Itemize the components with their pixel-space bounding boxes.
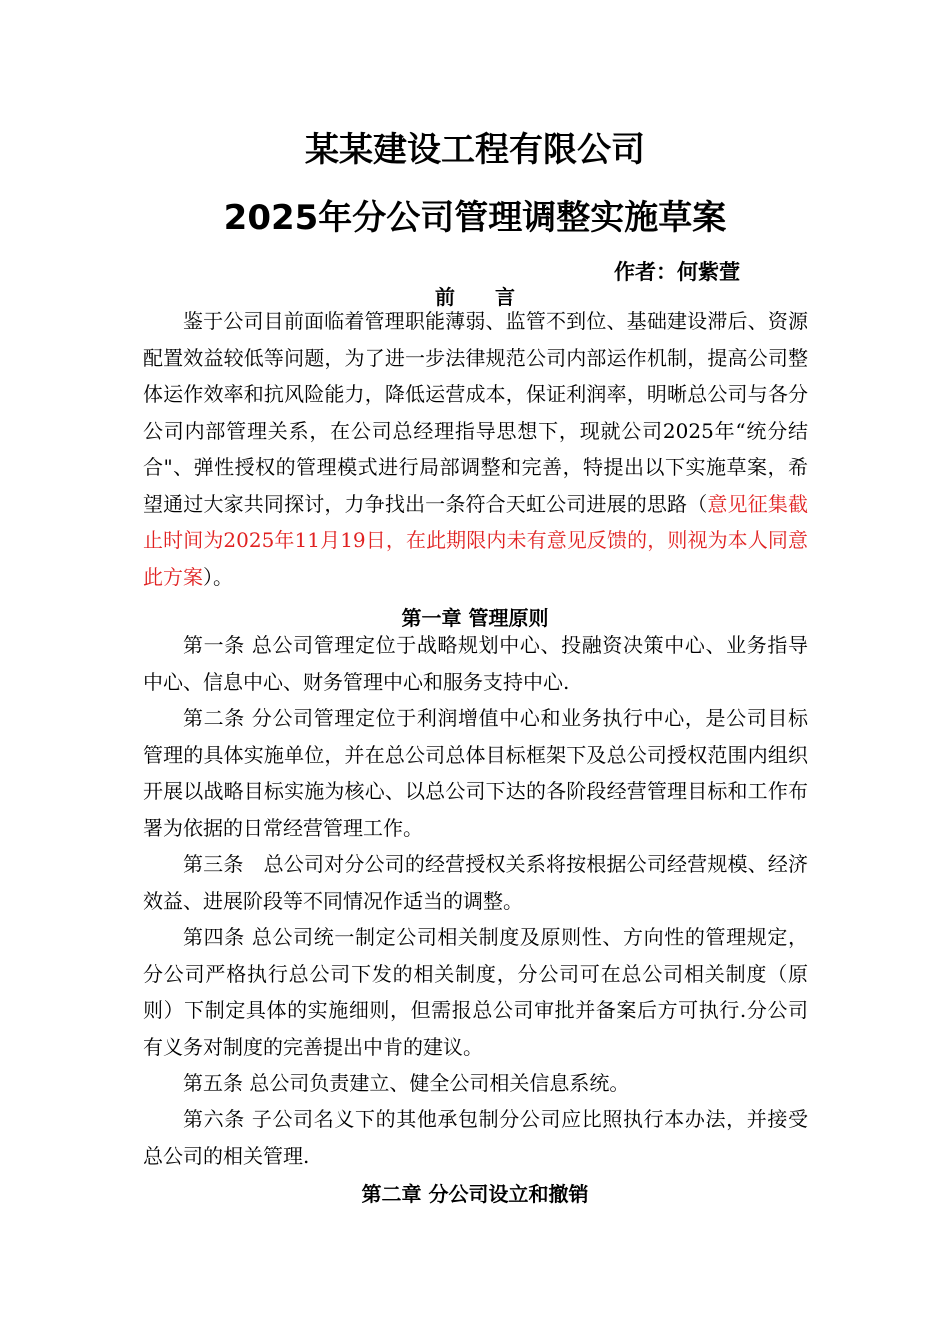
- preface-paragraph: [143, 303, 808, 595]
- chapter1-heading: 第一章 管理原则: [401, 606, 549, 630]
- preface-closing: ）。: [203, 564, 233, 589]
- company-title: 某某建设工程有限公司: [305, 130, 645, 170]
- preface-deadline-notice: 意见征集截止时间为2025年11月19日，在此期限内未有意见反馈的，则视为本人同意此方案: [143, 491, 808, 589]
- chapter1-article-3: 第三条 总公司对分公司的经营授权关系将按根据公司经营规模、经济效益、进展阶段等不同情况作适当的调整。: [143, 852, 808, 913]
- chapter1-article-2: 第二条 分公司管理定位于利润增值中心和业务执行中心，是公司目标管理的具体实施单位，并在总公司总体目标框架下及总公司授权范围内组织开展以战略目标实施为核心、以总公司下达的各阶段经营管理目标和工作布署为依据的日常经营管理工作。: [143, 706, 808, 840]
- chapter1-article-6: 第六条 子公司名义下的其他承包制分公司应比照执行本办法，并接受总公司的相关管理.: [143, 1107, 808, 1168]
- preface-text: 鉴于公司目前面临着管理职能薄弱、监管不到位、基础建设滞后、资源配置效益较低等问题，为了进一步法律规范公司内部运作机制，提高公司整体运作效率和抗风险能力，降低运营成本，保证利润率，明晰总公司与各分公司内部管理关系，在公司总经理指导思想下，现就公司2025年“统分结合"、弹性授权的管理模式进行局部调整和完善，特提出以下实施草案，希望通过大家共同探讨，力争找出一条符合天虹公司进展的思路（: [143, 309, 808, 516]
- document-title: 2025年分公司管理调整实施草案: [223, 198, 727, 238]
- chapter2-heading: 第二章 分公司设立和撤销: [361, 1182, 589, 1206]
- chapter1-article-4: 第四条 总公司统一制定公司相关制度及原则性、方向性的管理规定，分公司严格执行总公司下发的相关制度，分公司可在总公司相关制度（原则）下制定具体的实施细则，但需报总公司审批并备案后方可执行.分公司有义务对制度的完善提出中肯的建议。: [143, 925, 808, 1059]
- preface-heading: 前 言: [435, 285, 515, 309]
- chapter1-article-5: 第五条 总公司负责建立、健全公司相关信息系统。: [183, 1071, 630, 1095]
- author-line: 作者：何紫萱: [614, 260, 740, 284]
- chapter1-article-1: 第一条 总公司管理定位于战略规划中心、投融资决策中心、业务指导中心、信息中心、财务管理中心和服务支持中心.: [143, 633, 808, 694]
